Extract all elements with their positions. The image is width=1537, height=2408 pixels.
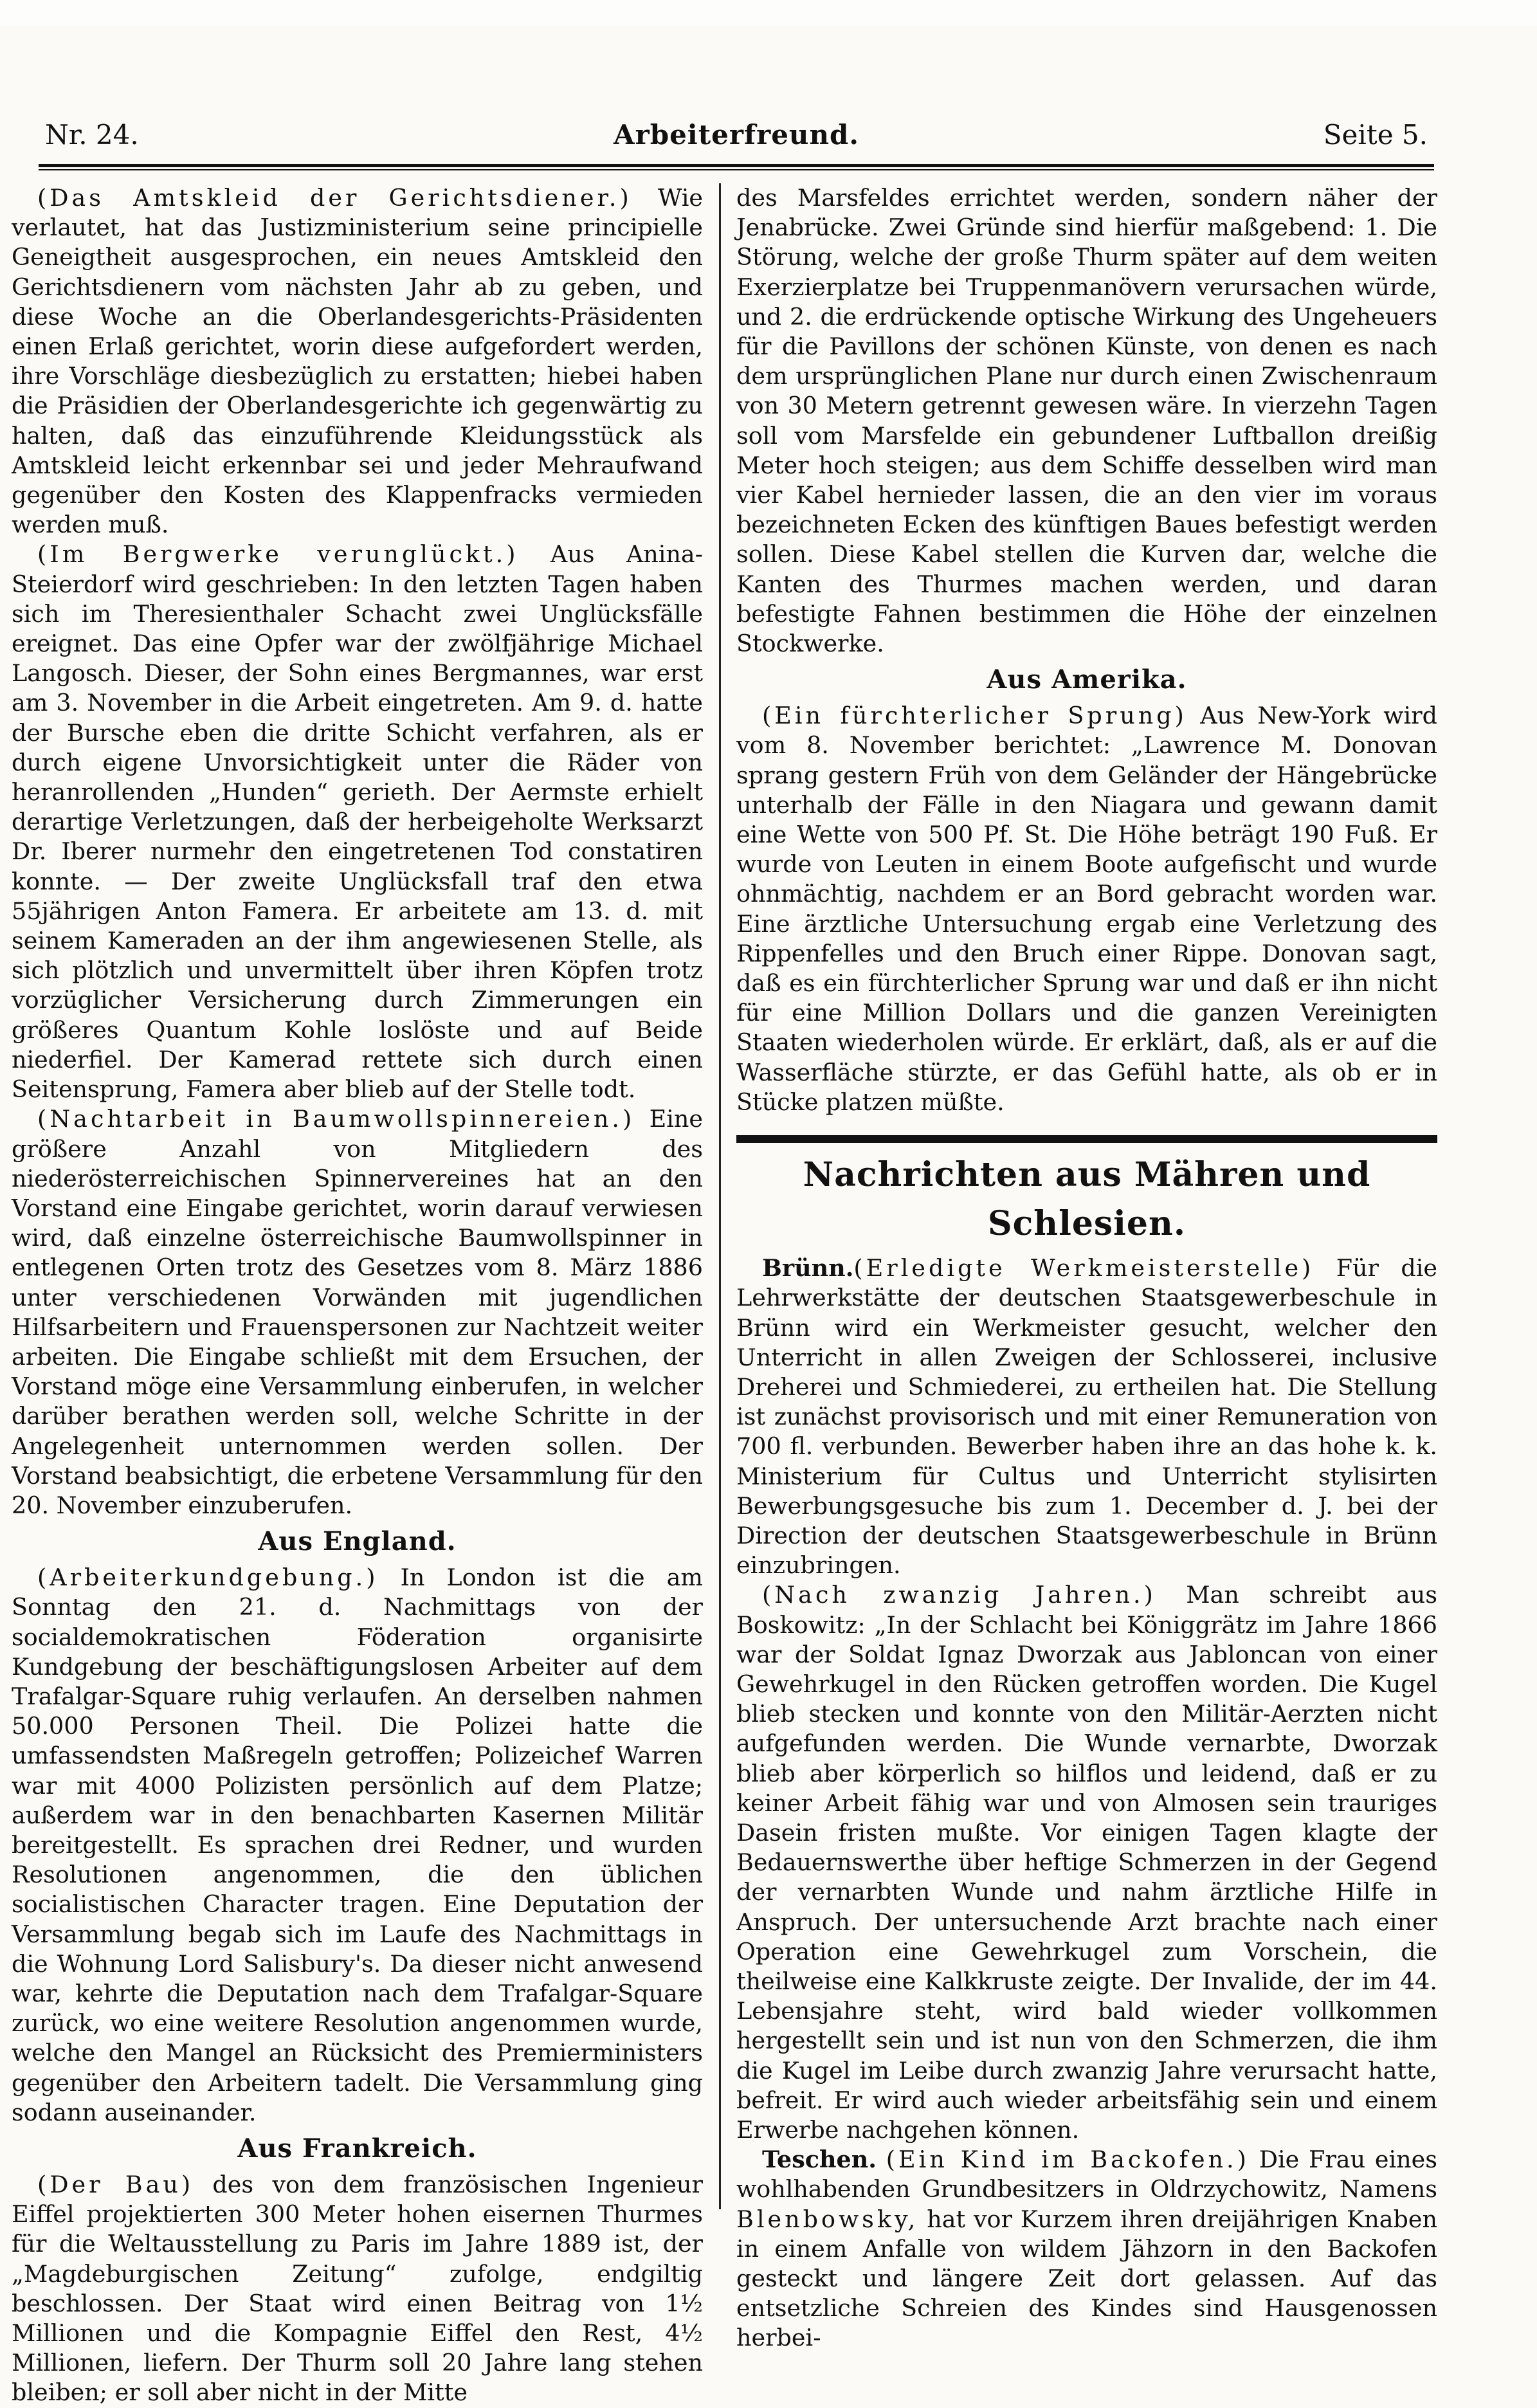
left-column: [12, 183, 703, 2407]
article-body: Für die Lehrwerkstätte der deutschen Staatsgewerbeschule in Brünn wird ein Werkmeister gesucht, welcher den Unterricht in allen Zweigen der Schlosserei, inclusive Dreherei und Schmiederei, zu ertheilen hat. Die Stellung ist zunächst provisorisch und mit einer Remuneration von 700 fl. verbunden. Bewerber haben ihre an das hohe k. k. Ministerium für Cultus und Unterricht stylisirten Bewerbungsgesuche bis zum 1. December d. J. bei der Direction der deutschen Staatsgewerbeschule in Brünn einzubringen.: [736, 1254, 1437, 1580]
article-title: (Im Bergwerke verunglückt.): [37, 540, 519, 569]
article-body: hat vor Kurzem ihren dreijährigen Knaben in einem Anfalle von wildem Jähzorn in den Backofen gesteckt und längere Zeit dort gelassen. Auf das entsetzliche Schreien des Kindes sind Hausgenossen herbei-: [736, 2205, 1437, 2352]
article-sprung: [736, 701, 1437, 1117]
page-header: [45, 119, 1428, 158]
section-separator-rule: [736, 1135, 1437, 1143]
article-body: Aus Anina-Steierdorf wird geschrieben: In den letzten Tagen haben sich im Theresienthaler Schacht zwei Unglücksfälle ereignet. Das eine Opfer war der zwölfjährige Michael Langosch. Dieser, der Sohn eines Bergmannes, war erst am 3. November in die Arbeit eingetreten. Am 9. d. hatte der Bursche eben die dritte Schicht verfahren, als er durch eigene Unvorsichtigkeit unter die Räder von heranrollenden „Hunden“ gerieth. Der Aermste erhielt derartige Verletzungen, daß der herbeigeholte Werksarzt Dr. Iberer nurmehr den eingetretenen Tod constatiren konnte. — Der zweite Unglücksfall traf den etwa 55jährigen Anton Famera. Er arbeitete am 13. d. mit seinem Kameraden an der ihm angewiesenen Stelle, als sich plötzlich und unvermittelt über ihren Köpfen trotz vorzüglicher Versicherung durch Zimmerungen ein größeres Quantum Kohle loslöste und auf Beide niederfiel. Der Kamerad rettete sich durch einen Seitensprung, Famera aber blieb auf der Stelle todt.: [12, 540, 703, 1104]
article-nachtarbeit: [12, 1104, 703, 1520]
article-body: des von dem französischen Ingenieur Eiffel projektierten 300 Meter hohen eisernen Thurmes für die Weltausstellung zu Paris im Jahre 1889 ist, der „Magdeburgischen Zeitung“ zufolge, endgiltig beschlossen. Der Staat wird einen Beitrag von 1½ Millionen und die Kompagnie Eiffel den Rest, 4½ Millionen, liefern. Der Thurm soll 20 Jahre lang stehen bleiben; er soll aber nicht in der Mitte: [12, 2171, 703, 2407]
article-body: Wie verlautet, hat das Justizministerium seine principielle Geneigtheit ausgesprochen, ein neues Amtskleid den Gerichtsdienern vom nächsten Jahr ab zu geben, und diese Woche an die Oberlandesgerichts-Präsidenten einen Erlaß gerichtet, worin diese aufgefordert werden, ihre Vorschläge diesbezüglich zu erstatten; hiebei haben die Präsidien der Oberlandesgerichte ich gegenwärtig zu halten, daß das einzuführende Kleidungsstück als Amtskleid leicht erkennbar sei und jeder Mehraufwand gegenüber den Kosten des Klappenfracks vermieden werden muß.: [12, 184, 703, 539]
article-backofen: [736, 2145, 1437, 2353]
article-gerichtsdiener: [12, 183, 703, 540]
article-eiffel: [12, 2170, 703, 2408]
page-number: Seite 5.: [1323, 119, 1428, 150]
article-werkmeister: [736, 1254, 1437, 1580]
article-body: Eine größere Anzahl von Mitgliedern des niederösterreichischen Spinnervereines hat an den Vorstand eine Eingabe gerichtet, worin darauf verwiesen wird, daß einzelne österreichische Baumwollspinner in entlegenen Orten trotz des Gesetzes vom 8. März 1886 unter verschiedenen Vorwänden mit jugendlichen Hilfsarbeitern und Frauenspersonen zur Nachtzeit weiter arbeiten. Die Eingabe schließt mit dem Ersuchen, der Vorstand möge eine Versammlung einberufen, in welcher darüber berathen werden soll, welche Schritte in der Angelegenheit unternommen werden sollen. Der Vorstand beabsichtigt, die erbetene Versammlung für den 20. November einzuberufen.: [12, 1105, 703, 1519]
person-name: Blenbowsky,: [736, 2205, 919, 2233]
article-eiffel-continued: [736, 183, 1437, 659]
article-body: Man schreibt aus Boskowitz: „In der Schlacht bei Königgrätz im Jahre 1866 war der Soldat Ignaz Dworzak aus Jabloncan von einer Gewehrkugel in den Rücken getroffen worden. Die Kugel blieb stecken und konnte von den Militär-Aerzten nicht aufgefunden werden. Die Wunde vernarbte, Dworzak blieb aber körperlich so hilflos und leidend, daß er zu keiner Arbeit fähig war und von Almosen sein trauriges Dasein fristen mußte. Vor einigen Tagen klagte der Bedauernswerthe über heftige Schmerzen in der Gegend der vernarbten Wunde und nahm ärztliche Hilfe in Anspruch. Der untersuchende Arzt brachte nach einer Operation eine Gewehrkugel zum Vorschein, die theilweise eine Kalkkruste zeigte. Der Invalide, der im 44. Lebensjahre steht, wird bald wieder vollkommen hergestellt sein und ist nun von den Schmerzen, die ihm die Kugel im Leibe durch zwanzig Jahre verursacht hatte, befreit. Er wird auch wieder arbeitsfähig sein und einem Erwerbe nachgehen können.: [736, 1581, 1437, 2144]
article-title: (Ein fürchterlicher Sprung): [762, 702, 1187, 730]
column-divider: [719, 183, 721, 2209]
page-top-margin: [0, 0, 1537, 26]
article-title: (Das Amtskleid der Gerichtsdiener.): [37, 184, 632, 212]
article-arbeiterkundgebung: [12, 1563, 703, 2128]
issue-number: Nr. 24.: [45, 119, 139, 150]
right-column: [736, 183, 1437, 2352]
article-body: In London ist die am Sonntag den 21. d. Nachmittags von der socialdemokratischen Föderation organisirte Kundgebung der beschäftigungslosen Arbeiter auf dem Trafalgar-Square ruhig verlaufen. An derselben nahmen 50.000 Personen Theil. Die Polizei hatte die umfassendsten Maßregeln getroffen; Polizeichef Warren war mit 4000 Polizisten persönlich auf dem Platze; außerdem war in den benachbarten Kasernen Militär bereitgestellt. Es sprachen drei Redner, und wurden Resolutionen angenommen, die den üblichen socialistischen Character tragen. Eine Deputation der Versammlung begab sich im Laufe des Nachmittags in die Wohnung Lord Salisbury's. Da dieser nicht anwesend war, kehrte die Deputation nach dem Trafalgar-Square zurück, wo eine weitere Resolution angenommen wurde, welche den Mangel an Rücksicht des Premierministers gegenüber den Arbeitern tadelt. Die Versammlung ging sodann auseinander.: [12, 1564, 703, 2126]
section-heading-france: Aus Frankreich.: [237, 2133, 477, 2164]
article-title: (Nach zwanzig Jahren.): [762, 1581, 1156, 1609]
article-bergwerk: [12, 540, 703, 1104]
newspaper-title: Arbeiterfreund.: [614, 119, 859, 150]
section-heading-england: Aus England.: [258, 1526, 457, 1557]
article-title: (Arbeiterkundgebung.): [37, 1564, 379, 1592]
article-zwanzig-jahre: [736, 1580, 1437, 2145]
article-body: Aus New-York wird vom 8. November berichtet: „Lawrence M. Donovan sprang gestern Früh von dem Geländer der Hängebrücke unterhalb der Fälle in den Niagara und gewann damit eine Wette von 500 Pf. St. Die Höhe beträgt 190 Fuß. Er wurde von Leuten in einem Boote aufgefischt und wurde ohnmächtig, nachdem er an Bord gebracht worden war. Eine ärztliche Untersuchung ergab eine Verletzung des Rippenfelles und den Bruch einer Rippe. Donovan sagt, daß es ein fürchterlicher Sprung war und daß er ihn nicht für eine Million Dollars und die ganzen Vereinigten Staaten wiederholen würde. Er erklärt, daß, als er auf die Wasserfläche stürzte, er das Gefühl hatte, als ob er in Stücke platzen müßte.: [736, 702, 1437, 1116]
article-body: Die Frau eines wohlhabenden Grundbesitzers in Oldrzychowitz, Namens: [736, 2146, 1437, 2203]
dateline: Brünn.: [762, 1254, 854, 1282]
section-heading-moravia: Nachrichten aus Mähren und Schlesien.: [803, 1155, 1371, 1244]
header-rule: [39, 164, 1434, 167]
article-title: (Erledigte Werkmeisterstelle): [853, 1254, 1314, 1282]
article-title: (Der Bau): [37, 2171, 194, 2198]
article-body: des Marsfeldes errichtet werden, sondern näher der Jenabrücke. Zwei Gründe sind hierfür maßgebend: 1. Die Störung, welche der große Thurm später auf dem weiten Exerzierplatze bei Truppenmanövern verursachen würde, und 2. die erdrückende optische Wirkung des Ungeheuers für die Pavillons der schönen Künste, von denen es nach dem ursprünglichen Plane nur durch einen Zwischenraum von 30 Metern getrennt gewesen wäre. In vierzehn Tagen soll vom Marsfelde ein gebundener Luftballon dreißig Meter hoch steigen; aus dem Schiffe desselben wird man vier Kabel hernieder lassen, die an den vier im voraus bezeichneten Ecken des künftigen Baues befestigt werden sollen. Diese Kabel stellen die Kurven dar, welche die Kanten des Thurmes machen werden, und daran befestigte Fahnen bestimmen die Höhe der einzelnen Stockwerke.: [736, 184, 1437, 658]
dateline: Teschen.: [762, 2146, 877, 2174]
article-title: (Nachtarbeit in Baumwollspinnereien.): [37, 1105, 635, 1133]
header-rule-thin: [39, 169, 1434, 170]
section-heading-america: Aus Amerika.: [987, 664, 1187, 695]
article-title: (Ein Kind im Backofen.): [886, 2146, 1250, 2174]
